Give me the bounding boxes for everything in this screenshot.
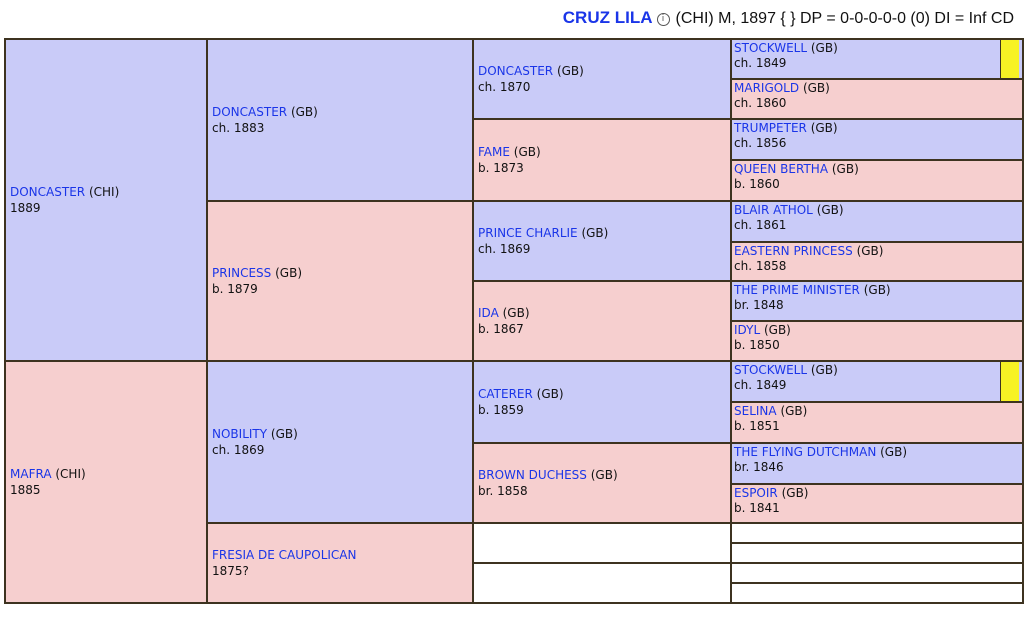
- pedigree-dam: MAFRA (CHI) 1885: [6, 362, 206, 602]
- horse-link[interactable]: FAME: [478, 145, 510, 159]
- pedigree-gen4-cell: ESPOIR (GB) b. 1841: [732, 485, 1022, 522]
- horse-detail: ch. 1861: [734, 218, 787, 232]
- horse-detail: ch. 1856: [734, 136, 787, 150]
- horse-detail: b. 1879: [212, 282, 258, 296]
- horse-link[interactable]: ESPOIR: [734, 486, 778, 500]
- pedigree-gen2-cell: NOBILITY (GB) ch. 1869: [208, 362, 472, 522]
- pedigree-gen4-cell: QUEEN BERTHA (GB) b. 1860: [732, 161, 1022, 200]
- horse-details: (CHI) M, 1897 { } DP = 0-0-0-0-0 (0) DI = Inf CD: [675, 10, 1014, 27]
- horse-detail: b. 1859: [478, 403, 524, 417]
- horse-detail: b. 1873: [478, 161, 524, 175]
- pedigree-gen2-cell: [208, 524, 472, 602]
- pedigree-gen3-cell: PRINCE CHARLIE (GB) ch. 1869: [474, 202, 730, 280]
- horse-detail: b. 1867: [478, 322, 524, 336]
- pedigree-gen4-cell: THE PRIME MINISTER (GB) br. 1848: [732, 282, 1022, 320]
- horse-link[interactable]: DONCASTER: [10, 185, 86, 199]
- pedigree-gen2-cell: PRINCESS (GB) b. 1879: [208, 202, 472, 360]
- pedigree-gen4-cell: STOCKWELL (GB) ch. 1849: [732, 362, 1022, 401]
- horse-detail: br. 1858: [478, 484, 528, 498]
- pedigree-gen4-cell: BLAIR ATHOL (GB) ch. 1861: [732, 202, 1022, 241]
- horse-detail: b. 1860: [734, 177, 780, 191]
- pedigree-gen4-cell: MARIGOLD (GB) ch. 1860: [732, 80, 1022, 118]
- pedigree-gen4-cell: EASTERN PRINCESS (GB) ch. 1858: [732, 243, 1022, 280]
- horse-link[interactable]: IDYL: [734, 323, 761, 337]
- pedigree-gen3-cell: IDA (GB) b. 1867: [474, 282, 730, 360]
- empty-cell: [732, 584, 1022, 602]
- horse-detail: ch. 1849: [734, 56, 787, 70]
- horse-detail: ch. 1860: [734, 96, 787, 110]
- horse-detail: ch. 1870: [478, 80, 531, 94]
- pedigree-gen2-cell: DONCASTER (GB) ch. 1883: [208, 40, 472, 200]
- pedigree-gen4-cell: IDYL (GB) b. 1850: [732, 322, 1022, 360]
- pedigree-gen3-cell: CATERER (GB) b. 1859: [474, 362, 730, 442]
- horse-link[interactable]: QUEEN BERTHA: [734, 162, 829, 176]
- horse-detail: ch. 1869: [212, 443, 265, 457]
- horse-link[interactable]: PRINCE CHARLIE: [478, 226, 578, 240]
- horse-link[interactable]: STOCKWELL: [734, 363, 808, 377]
- horse-link[interactable]: PRINCESS: [212, 266, 272, 280]
- horse-link[interactable]: STOCKWELL: [734, 41, 808, 55]
- empty-cell: [732, 564, 1022, 582]
- horse-link[interactable]: DONCASTER: [212, 105, 288, 119]
- horse-detail: ch. 1849: [734, 378, 787, 392]
- horse-detail: b. 1850: [734, 338, 780, 352]
- empty-cell: [474, 524, 730, 562]
- pedigree-gen4-cell: SELINA (GB) b. 1851: [732, 403, 1022, 442]
- horse-link[interactable]: NOBILITY: [212, 427, 268, 441]
- horse-link[interactable]: TRUMPETER: [734, 121, 807, 135]
- horse-link[interactable]: DONCASTER: [478, 64, 554, 78]
- pedigree-gen3-cell: BROWN DUCHESS (GB) br. 1858: [474, 444, 730, 522]
- horse-link[interactable]: THE PRIME MINISTER: [734, 283, 860, 297]
- pedigree-gen4-cell: THE FLYING DUTCHMAN (GB) br. 1846: [732, 444, 1022, 483]
- horse-link[interactable]: FRESIA DE CAUPOLICAN: [212, 548, 357, 562]
- pedigree-gen3-cell: DONCASTER (GB) ch. 1870: [474, 40, 730, 118]
- highlight-marker: [1000, 362, 1019, 401]
- horse-detail: 1885: [10, 483, 41, 497]
- empty-cell: [732, 524, 1022, 542]
- horse-header: [563, 8, 1014, 32]
- horse-link[interactable]: EASTERN PRINCESS: [734, 244, 853, 258]
- pedigree-gen4-cell: TRUMPETER (GB) ch. 1856: [732, 120, 1022, 159]
- horse-link[interactable]: BLAIR ATHOL: [734, 203, 813, 217]
- horse-detail: ch. 1858: [734, 259, 787, 273]
- info-icon[interactable]: i: [657, 13, 670, 26]
- horse-name-link[interactable]: CRUZ LILA: [562, 8, 653, 27]
- horse-detail: b. 1851: [734, 419, 780, 433]
- horse-detail: br. 1848: [734, 298, 784, 312]
- horse-link[interactable]: MARIGOLD: [734, 81, 800, 95]
- horse-link[interactable]: CATERER: [478, 387, 533, 401]
- pedigree-table: [4, 38, 1024, 604]
- pedigree-sire: DONCASTER (CHI) 1889: [6, 40, 206, 360]
- horse-link[interactable]: BROWN DUCHESS: [478, 468, 587, 482]
- horse-link[interactable]: IDA: [478, 306, 499, 320]
- horse-detail: ch. 1883: [212, 121, 265, 135]
- pedigree-gen4-cell: STOCKWELL (GB) ch. 1849: [732, 40, 1022, 78]
- horse-detail: ch. 1869: [478, 242, 531, 256]
- empty-cell: [732, 544, 1022, 562]
- horse-detail: br. 1846: [734, 460, 784, 474]
- horse-detail: 1889: [10, 201, 41, 215]
- horse-link[interactable]: THE FLYING DUTCHMAN: [734, 445, 877, 459]
- horse-link[interactable]: SELINA: [734, 404, 777, 418]
- highlight-marker: [1000, 40, 1019, 78]
- horse-link[interactable]: MAFRA: [10, 467, 52, 481]
- empty-cell: [474, 564, 730, 602]
- horse-detail: 1875?: [212, 564, 249, 578]
- horse-detail: b. 1841: [734, 501, 780, 515]
- pedigree-gen3-cell: FAME (GB) b. 1873: [474, 120, 730, 200]
